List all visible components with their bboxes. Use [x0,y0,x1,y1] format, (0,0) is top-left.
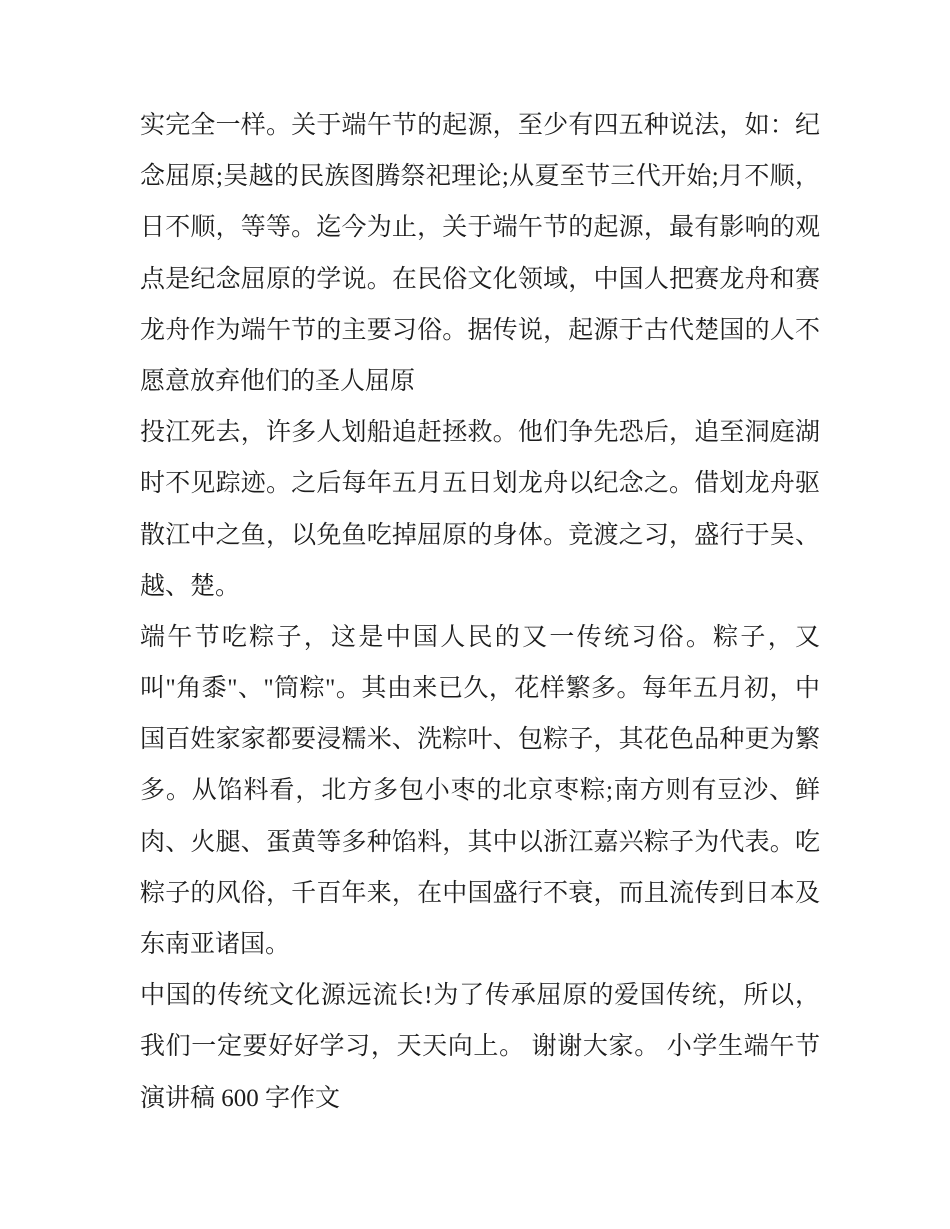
text-line: 国百姓家家都要浸糯米、洗粽叶、包粽子，其花色品种更为繁 [140,726,820,754]
text-line: 中国的传统文化源远流长!为了传承屈原的爱国传统，所以， [140,982,820,1010]
text-line: 实完全一样。关于端午节的起源，至少有四五种说法，如：纪 [140,112,820,139]
text-line: 时不见踪迹。之后每年五月五日划龙舟以纪念之。借划龙舟驱 [140,470,820,498]
paragraph [140,612,820,970]
document-body [140,100,820,1124]
text-line: 龙舟作为端午节的主要习俗。据传说，起源于古代楚国的人不 [140,316,820,344]
text-line: 散江中之鱼，以免鱼吃掉屈原的身体。竞渡之习，盛行于吴、 [140,521,820,549]
text-line: 越、楚。 [140,572,241,600]
text-line: 叫"角黍"、"筒粽"。其由来已久，花样繁多。每年五月初，中 [140,675,820,703]
paragraph [140,407,820,612]
text-line: 演讲稿 600 字作文 [140,1084,341,1112]
text-line: 日不顺，等等。迄今为止，关于端午节的起源，最有影响的观 [140,214,820,242]
text-line: 念屈原;吴越的民族图腾祭祀理论;从夏至节三代开始;月不顺， [140,163,820,191]
text-line: 肉、火腿、蛋黄等多种馅料，其中以浙江嘉兴粽子为代表。吃 [140,828,820,856]
text-line: 愿意放弃他们的圣人屈原 [140,367,416,395]
text-line: 投江死去，许多人划船追赶拯救。他们争先恐后，追至洞庭湖 [140,419,820,447]
text-line: 多。从馅料看，北方多包小枣的北京枣粽;南方则有豆沙、鲜 [140,777,820,805]
paragraph [140,100,820,407]
text-line: 我们一定要好好学习，天天向上。 谢谢大家。 小学生端午节 [140,1033,820,1061]
text-line: 点是纪念屈原的学说。在民俗文化领域，中国人把赛龙舟和赛 [140,265,820,293]
text-line: 端午节吃粽子，这是中国人民的又一传统习俗。粽子，又 [140,623,820,651]
text-line: 粽子的风俗，千百年来，在中国盛行不衰，而且流传到日本及 [140,879,820,907]
text-line: 东南亚诸国。 [140,931,291,958]
paragraph [140,970,820,1124]
